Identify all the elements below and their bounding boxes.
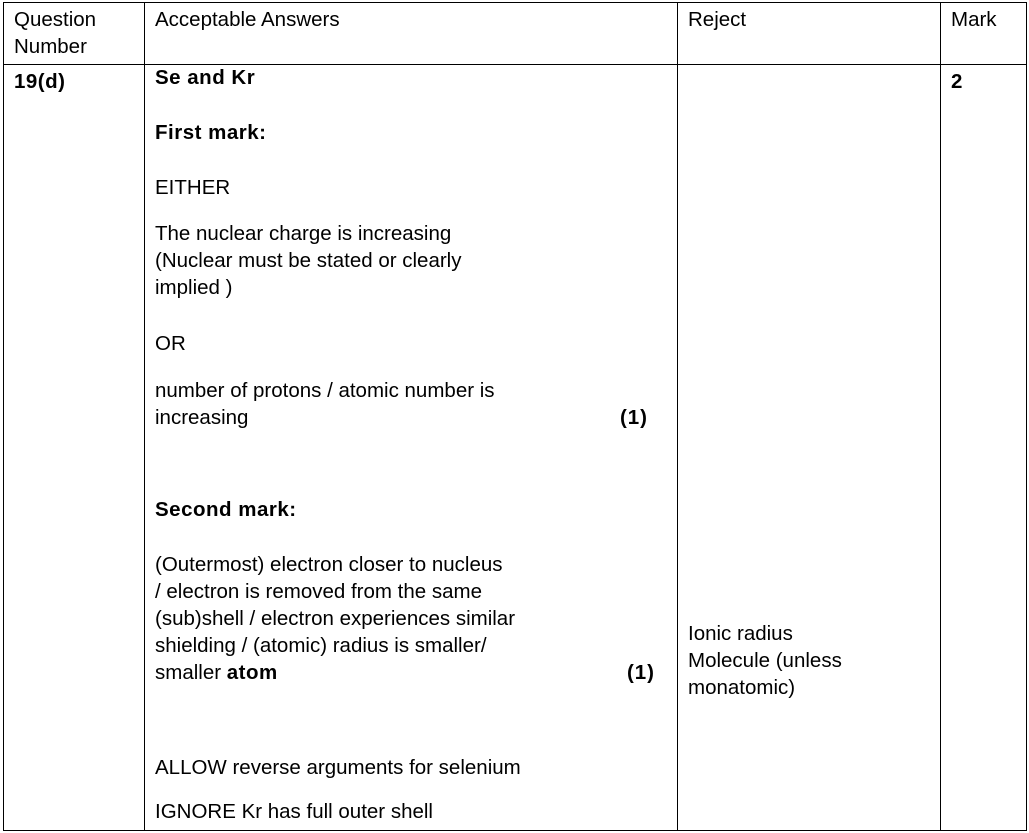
header-mark: Mark [941,3,1027,65]
answer-title: Se and Kr [155,66,256,89]
protons-line-2: increasing [155,406,249,429]
electron-line-1: (Outermost) electron closer to nucleus [155,553,503,576]
second-mark-value: (1) [626,661,655,684]
electron-line-2: / electron is removed from the same [155,580,482,603]
electron-text [155,551,655,686]
acceptable-answers-cell [145,65,678,831]
smaller-prefix: smaller [155,661,227,684]
mark-value: 2 [951,70,963,93]
question-number: 19(d) [14,70,66,93]
atom-bold: atom [226,661,278,684]
allow-text: ALLOW reverse arguments for selenium [155,756,521,779]
header-question-line-2: Number [14,35,87,58]
header-reject: Reject [678,3,941,65]
reject-line-3: monatomic) [688,676,796,699]
electron-line-4: shielding / (atomic) radius is smaller/ [155,634,487,657]
second-mark-heading: Second mark: [155,498,297,521]
nuclear-line-3: implied ) [155,276,233,299]
protons-text [155,377,648,431]
electron-line-3: (sub)shell / electron experiences similar [155,607,516,630]
or-label: OR [155,332,186,355]
question-number-cell [4,65,145,831]
protons-line-2-wrap [155,404,648,431]
reject-text [688,620,842,701]
protons-line-1: number of protons / atomic number is [155,379,495,402]
header-question-line-1: Question [14,8,97,31]
header-acceptable-answers: Acceptable Answers [145,3,678,65]
nuclear-line-2: (Nuclear must be stated or clearly [155,249,462,272]
reject-cell [678,65,941,831]
mark-scheme-table [3,2,1027,831]
either-label: EITHER [155,176,231,199]
mark-cell [941,65,1027,831]
nuclear-charge-text [155,220,461,301]
header-question-number [4,3,145,65]
first-mark-heading: First mark: [155,121,267,144]
answer-row [4,65,1027,831]
header-row [4,3,1027,65]
reject-line-2: Molecule (unless [688,649,842,672]
nuclear-line-1: The nuclear charge is increasing [155,222,452,245]
first-mark-value: (1) [619,406,648,429]
reject-line-1: Ionic radius [688,622,793,645]
ignore-text: IGNORE Kr has full outer shell [155,800,433,823]
electron-line-5 [155,659,655,686]
